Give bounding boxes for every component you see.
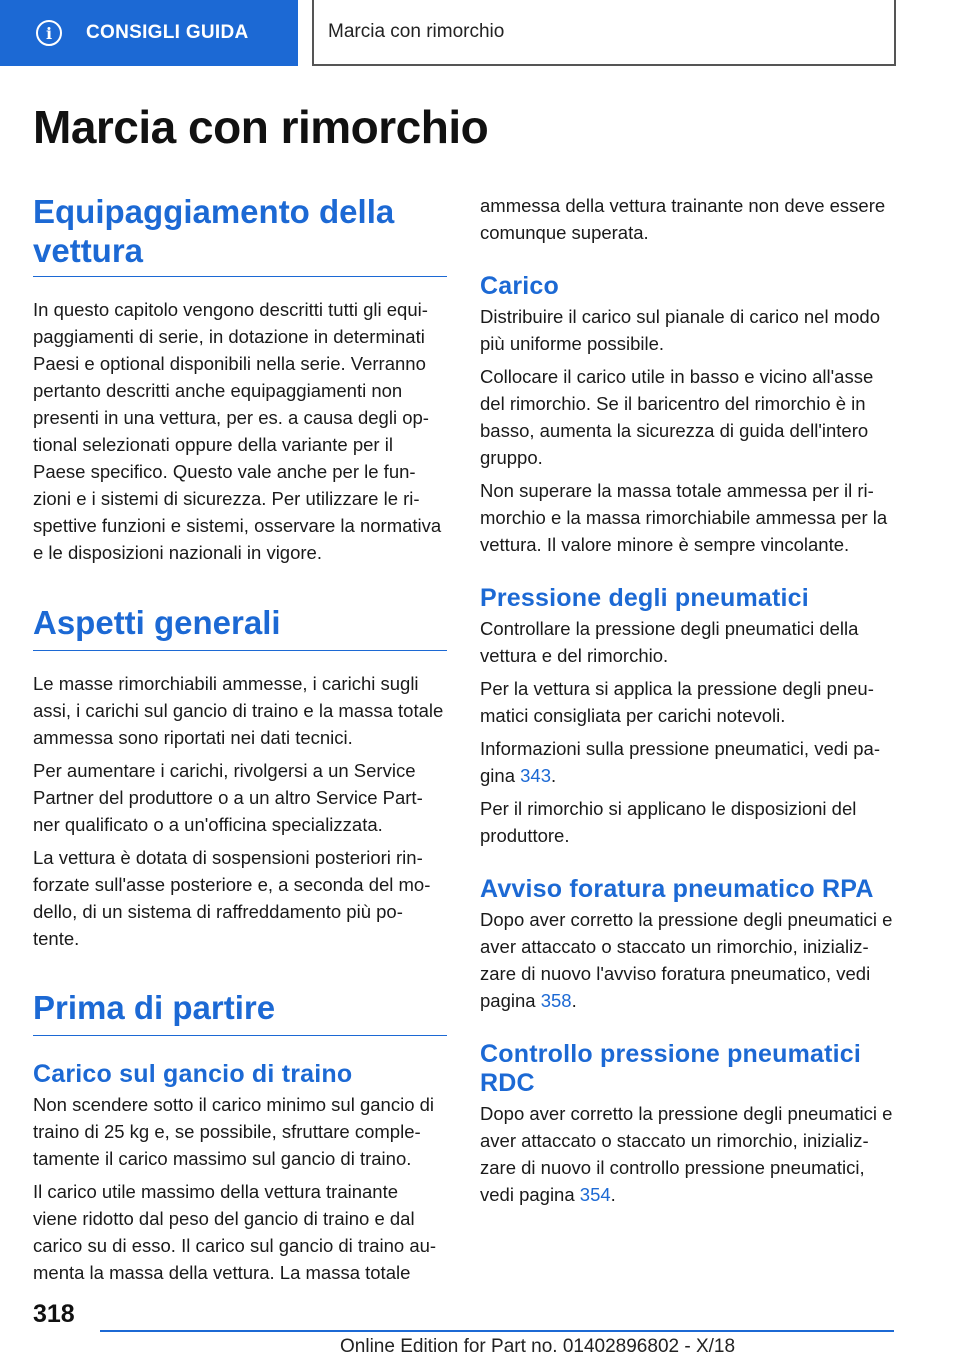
paragraph-gancio-1: Non scendere sotto il carico minimo sul gancio di traino di 25 kg e, se possibile, sfruttare comple-tamente il carico massimo sul gancio di traino. (33, 1094, 435, 1169)
breadcrumb-label: Marcia con rimorchio (328, 21, 505, 42)
subsection-title-pressione: Pressione degli pneumatici (480, 584, 809, 612)
footer-edition: Online Edition for Part no. 01402896802 - X/18 (340, 1336, 736, 1357)
page-link-354[interactable]: 354 (579, 1184, 611, 1205)
paragraph-rpa-end: . (571, 990, 577, 1011)
section-title-aspetti-generali: Aspetti generali (33, 603, 447, 651)
paragraph-rdc-end: . (610, 1184, 616, 1205)
page-title: Marcia con rimorchio (33, 101, 489, 153)
header-tab-label: CONSIGLI GUIDA (86, 22, 249, 43)
paragraph-rpa (480, 906, 894, 1014)
subsection-title-carico-gancio: Carico sul gancio di traino (33, 1060, 353, 1088)
paragraph-aspetti-1: Le masse rimorchiabili ammesse, i carichi sugli assi, i carichi sul gancio di traino e la massa totale ammessa sono riportati nei dati tecnici. (33, 673, 444, 748)
page-link-343[interactable]: 343 (520, 765, 551, 786)
section-title-prima-di-partire: Prima di partire (33, 988, 447, 1036)
breadcrumb (312, 0, 896, 66)
info-icon: i (36, 20, 62, 46)
paragraph-gancio-2: Il carico utile massimo della vettura trainante viene ridotto dal peso del gancio di traino e dal carico su di esso. Il carico sul gancio di traino au-menta la massa della vettura. La massa totale (33, 1181, 437, 1283)
page-link-358[interactable]: 358 (540, 990, 572, 1011)
paragraph-aspetti-3: La vettura è dotata di sospensioni posteriori rin-forzate sull'asse posteriore e, a seconda del mo-dello, di un sistema di raffreddamento più po-tente. (33, 847, 431, 949)
paragraph-carico-3: Non superare la massa totale ammessa per il ri-morchio e la massa rimorchiabile ammessa per la vettura. Il valore minore è sempre vincolante. (480, 480, 888, 555)
paragraph-pressione-3-text: Informazioni sulla pressione pneumatici, vedi pa-gina (480, 738, 881, 786)
footer-divider (100, 1330, 894, 1332)
paragraph-aspetti-2: Per aumentare i carichi, rivolgersi a un Service Partner del produttore o a un altro Service Part-ner qualificato o a un'officina specializzata. (33, 760, 423, 835)
subsection-title-rdc: Controllo pressione pneumatici RDC (480, 1040, 862, 1097)
paragraph-pressione-2: Per la vettura si applica la pressione degli pneu-matici consigliata per carichi notevoli. (480, 678, 874, 726)
header-tab-consigli-guida[interactable] (0, 0, 298, 66)
section-title-equipaggiamento: Equipaggiamento della vettura (33, 192, 447, 277)
subsection-title-rpa: Avviso foratura pneumatico RPA (480, 875, 874, 903)
paragraph-pressione-3 (480, 735, 894, 789)
paragraph-continuation: ammessa della vettura trainante non deve essere comunque superata. (480, 195, 886, 243)
paragraph-rdc-text: Dopo aver corretto la pressione degli pneumatici e aver attaccato o staccato un rimorchio, inizializ-zare di nuovo il controllo pressione pneumatici, vedi pagina (480, 1103, 893, 1205)
right-column (480, 192, 894, 1208)
subsection-title-carico: Carico (480, 272, 560, 300)
paragraph-rpa-text: Dopo aver corretto la pressione degli pneumatici e aver attaccato o staccato un rimorchio, inizializ-zare di nuovo l'avviso foratura pneumatico, vedi pagina (480, 909, 893, 1011)
paragraph-pressione-3-end: . (551, 765, 557, 786)
paragraph-pressione-4: Per il rimorchio si applicano le disposizioni del produttore. (480, 798, 857, 846)
paragraph-carico-2: Collocare il carico utile in basso e vicino all'asse del rimorchio. Se il baricentro del rimorchio è in basso, aumenta la sicurezza di guida dell'intero gruppo. (480, 366, 874, 468)
paragraph-equipaggiamento: In questo capitolo vengono descritti tutti gli equi-paggiamenti di serie, in dotazione in determinati Paesi e optional disponibili nella serie. Verranno pertanto descritti anche equipaggiamenti non presenti in una vettura, per es. a causa degli op-tional selezionati oppure della variante per il Paese specifico. Questo vale anche per le fun-zioni e i sistemi di sicurezza. Per utilizzare le ri-spettive funzioni e sistemi, osservare la normativa e le disposizioni nazionali in vigore. (33, 299, 442, 563)
paragraph-carico-1: Distribuire il carico sul pianale di carico nel modo più uniforme possibile. (480, 306, 880, 354)
paragraph-rdc (480, 1100, 894, 1208)
left-column (33, 192, 447, 1286)
page-number: 318 (33, 1300, 75, 1328)
paragraph-pressione-1: Controllare la pressione degli pneumatici della vettura e del rimorchio. (480, 618, 859, 666)
